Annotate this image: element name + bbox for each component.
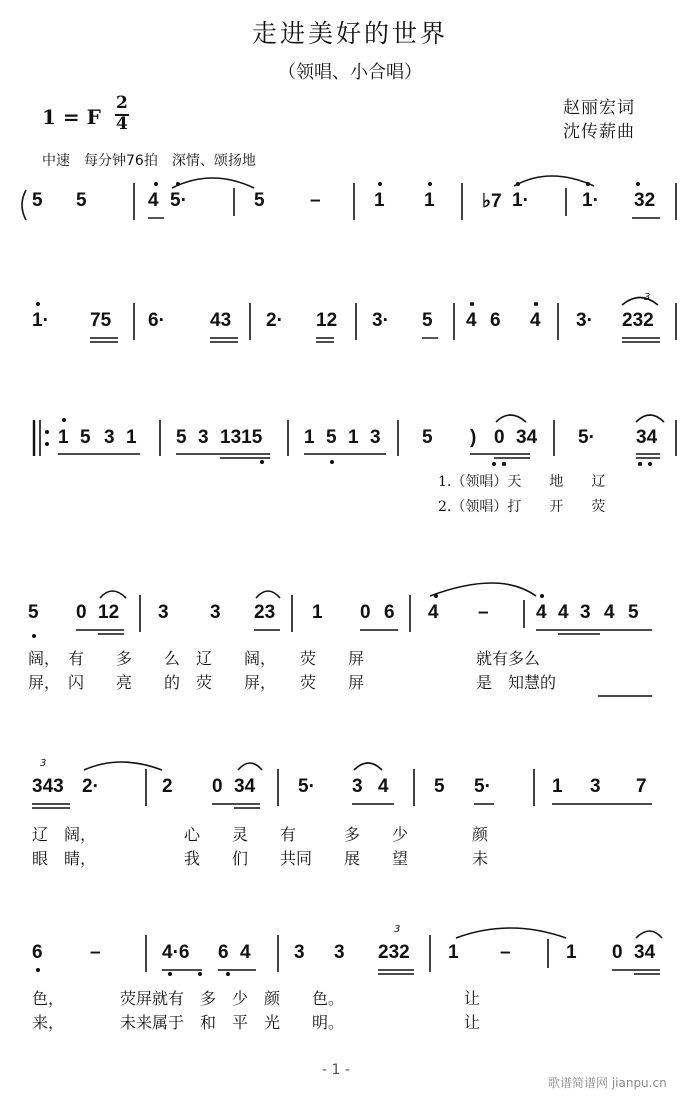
note: 5·: [298, 776, 315, 797]
page-number: - 1 -: [322, 1062, 350, 1078]
note: 0: [360, 602, 371, 623]
note: 1315: [220, 427, 263, 448]
note: 3·: [372, 310, 389, 331]
note: 6: [218, 942, 229, 963]
note: 1: [304, 427, 315, 448]
note: 1: [566, 942, 577, 963]
verse-2-lyrics: 屏， 闪 亮 的 荧 屏， 荧 屏 是 知慧的: [28, 673, 557, 692]
note: 1: [448, 942, 459, 963]
note: 5·: [578, 427, 595, 448]
note: 3: [104, 427, 115, 448]
time-signature-top: 2: [116, 93, 128, 113]
note: 4: [530, 310, 541, 331]
note: 7: [636, 776, 647, 797]
note: 3: [158, 602, 169, 623]
note: 5: [32, 190, 43, 211]
svg-text:3: 3: [644, 292, 651, 303]
tempo-marking: 中速 每分钟76拍 深情、颂扬地: [42, 153, 256, 169]
note: 34: [516, 427, 538, 448]
note: 232: [622, 310, 654, 331]
note: 4: [558, 602, 569, 623]
note: 3: [352, 776, 363, 797]
note: 75: [90, 310, 112, 331]
note: 5: [254, 190, 265, 211]
song-title: 走进美好的世界: [251, 19, 448, 48]
note: 5: [80, 427, 91, 448]
note: –: [90, 942, 101, 963]
verse-1-lyrics: 辽 阔， 心 灵 有 多 少 颜: [32, 825, 489, 844]
note: 6·: [148, 310, 165, 331]
note: –: [478, 602, 489, 623]
note: 5·: [474, 776, 491, 797]
note: 5: [28, 602, 39, 623]
svg-text:3: 3: [394, 924, 401, 935]
note: 5: [326, 427, 337, 448]
note: 6: [32, 942, 43, 963]
lyricist: 赵丽宏词: [563, 98, 635, 118]
note: 43: [210, 310, 232, 331]
note: 3: [294, 942, 305, 963]
note: 12: [316, 310, 338, 331]
note: 232: [378, 942, 410, 963]
note: 3·: [576, 310, 593, 331]
note: 0: [494, 427, 505, 448]
note: 3: [198, 427, 209, 448]
note: 2: [162, 776, 173, 797]
note: 4: [148, 190, 159, 211]
note: 3: [370, 427, 381, 448]
note: 5: [422, 310, 433, 331]
note: –: [310, 190, 321, 211]
note: 3: [590, 776, 601, 797]
note: 2·: [266, 310, 283, 331]
note: 32: [634, 190, 656, 211]
note: 12: [98, 602, 120, 623]
note: 4: [428, 602, 439, 623]
note: 4: [240, 942, 251, 963]
verse-1-lyrics: 1.（领唱）天 地 辽: [438, 474, 606, 490]
composer: 沈传薪曲: [563, 122, 635, 142]
time-signature-bottom: 4: [116, 114, 128, 134]
verse-2-lyrics: 眼 睛， 我 们 共同 展 望 未: [32, 849, 489, 868]
song-subtitle: （领唱、小合唱）: [278, 62, 422, 83]
note: ): [470, 427, 477, 448]
note: 1·: [582, 190, 599, 211]
note: 34: [636, 427, 658, 448]
note: 3: [334, 942, 345, 963]
verse-2-lyrics: 2.（领唱）打 开 荧: [438, 499, 606, 515]
verse-1-lyrics: 阔， 有 多 么 辽 阔， 荧 屏 就有多么: [28, 649, 541, 668]
note: 5: [434, 776, 445, 797]
note: 1: [348, 427, 359, 448]
watermark: 歌谱简谱网 jianpu.cn: [548, 1076, 667, 1090]
note: 5: [628, 602, 639, 623]
note: 34: [634, 942, 656, 963]
note: 1: [126, 427, 137, 448]
note: 3: [580, 602, 591, 623]
note: 1: [312, 602, 323, 623]
note: 34: [234, 776, 256, 797]
note: 343: [32, 776, 64, 797]
note: 5: [176, 427, 187, 448]
note: 23: [254, 602, 276, 623]
note: 1: [424, 190, 435, 211]
note: 0: [76, 602, 87, 623]
note: ♭7: [482, 191, 502, 212]
note: 4: [466, 310, 477, 331]
note: 1·: [32, 310, 49, 331]
note: 2·: [82, 776, 99, 797]
note: 1: [552, 776, 563, 797]
note: 5·: [170, 190, 187, 211]
note: 0: [212, 776, 223, 797]
note: 0: [612, 942, 623, 963]
note: 4: [378, 776, 389, 797]
verse-2-lyrics: 来， 未来属于 和 平 光 明。 让: [32, 1013, 481, 1032]
note: 5: [76, 190, 87, 211]
note: 4·6: [162, 942, 190, 963]
key-signature: 1 = F: [42, 105, 101, 129]
note: 3: [210, 602, 221, 623]
note: –: [500, 942, 511, 963]
svg-text:3: 3: [40, 758, 47, 769]
note: 1·: [512, 190, 529, 211]
note: 6: [490, 310, 501, 331]
note: 5: [422, 427, 433, 448]
note: 4: [604, 602, 615, 623]
note: 1: [374, 190, 385, 211]
note: 4: [536, 602, 547, 623]
verse-1-lyrics: 色， 荧屏就有 多 少 颜 色。 让: [32, 989, 481, 1008]
note: 6: [384, 602, 395, 623]
note: 1: [58, 427, 69, 448]
